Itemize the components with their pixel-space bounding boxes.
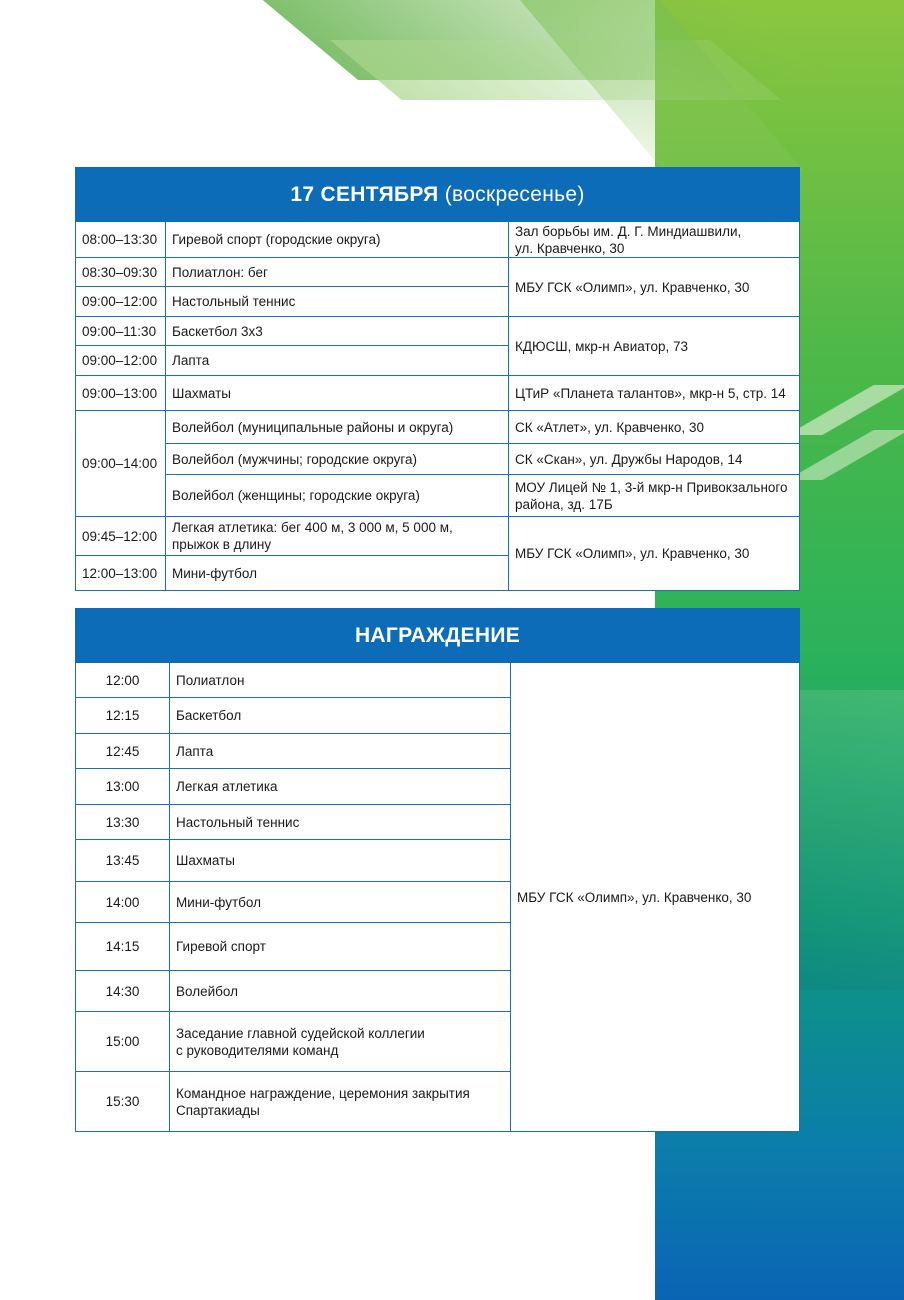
table-row (76, 317, 800, 346)
event-cell: Волейбол (170, 971, 511, 1012)
table-row (76, 663, 800, 698)
awards-table (75, 608, 800, 1132)
time-cell: 09:00–13:00 (76, 376, 166, 411)
event-cell: Волейбол (муниципальные районы и округа) (166, 411, 509, 444)
time-cell: 12:00 (76, 663, 170, 698)
decor-chevron (794, 430, 904, 480)
event-cell: Шахматы (166, 376, 509, 411)
event-cell: Баскетбол 3х3 (166, 317, 509, 346)
event-cell: Легкая атлетика (170, 769, 511, 805)
place-cell: МБУ ГСК «Олимп», ул. Кравченко, 30 (509, 258, 800, 317)
schedule-title (76, 168, 800, 222)
time-cell: 12:15 (76, 698, 170, 734)
event-cell: Волейбол (женщины; городские округа) (166, 475, 509, 517)
time-cell: 09:00–11:30 (76, 317, 166, 346)
time-cell: 13:30 (76, 805, 170, 840)
time-cell: 12:45 (76, 734, 170, 769)
awards-place-cell: МБУ ГСК «Олимп», ул. Кравченко, 30 (511, 663, 800, 1132)
table-row (76, 258, 800, 287)
event-cell: Шахматы (170, 840, 511, 882)
place-cell: Зал борьбы им. Д. Г. Миндиашвили, ул. Кравченко, 30 (509, 222, 800, 258)
event-cell: Гиревой спорт (городские округа) (166, 222, 509, 258)
event-cell: Заседание главной судейской коллегии с руководителями команд (170, 1012, 511, 1072)
table-row (76, 222, 800, 258)
time-cell: 13:45 (76, 840, 170, 882)
event-cell: Волейбол (мужчины; городские округа) (166, 444, 509, 475)
time-cell: 14:00 (76, 882, 170, 923)
place-cell: МБУ ГСК «Олимп», ул. Кравченко, 30 (509, 517, 800, 591)
event-cell: Гиревой спорт (170, 923, 511, 971)
time-cell: 09:00–12:00 (76, 287, 166, 317)
event-cell: Командное награждение, церемония закрытия Спартакиады (170, 1072, 511, 1132)
table-row (76, 376, 800, 411)
event-cell: Полиатлон (170, 663, 511, 698)
place-cell: МОУ Лицей № 1, 3-й мкр-н Привокзального района, зд. 17Б (509, 475, 800, 517)
event-cell: Легкая атлетика: бег 400 м, 3 000 м, 5 000 м, прыжок в длину (166, 517, 509, 556)
event-cell: Лапта (166, 346, 509, 376)
time-cell: 09:45–12:00 (76, 517, 166, 556)
table-row (76, 444, 800, 475)
event-cell: Полиатлон: бег (166, 258, 509, 287)
event-cell: Мини-футбол (166, 556, 509, 591)
time-cell: 12:00–13:00 (76, 556, 166, 591)
table-row (76, 517, 800, 556)
time-cell: 13:00 (76, 769, 170, 805)
time-cell: 14:15 (76, 923, 170, 971)
event-cell: Мини-футбол (170, 882, 511, 923)
time-cell: 08:30–09:30 (76, 258, 166, 287)
time-cell: 14:30 (76, 971, 170, 1012)
time-cell: 15:30 (76, 1072, 170, 1132)
event-cell: Настольный теннис (170, 805, 511, 840)
time-cell: 08:00–13:30 (76, 222, 166, 258)
place-cell: СК «Скан», ул. Дружбы Народов, 14 (509, 444, 800, 475)
time-cell: 09:00–14:00 (76, 411, 166, 517)
decor-chevron (794, 385, 904, 435)
place-cell: КДЮСШ, мкр-н Авиатор, 73 (509, 317, 800, 376)
event-cell: Баскетбол (170, 698, 511, 734)
event-cell: Лапта (170, 734, 511, 769)
schedule-date: 17 СЕНТЯБРЯ (290, 182, 439, 206)
place-cell: СК «Атлет», ул. Кравченко, 30 (509, 411, 800, 444)
decor-facet (800, 690, 904, 990)
schedule-weekday: (воскресенье) (444, 182, 585, 206)
awards-title: НАГРАЖДЕНИЕ (76, 609, 800, 663)
time-cell: 15:00 (76, 1012, 170, 1072)
place-cell: ЦТиР «Планета талантов», мкр-н 5, стр. 14 (509, 376, 800, 411)
time-cell: 09:00–12:00 (76, 346, 166, 376)
table-row (76, 411, 800, 444)
event-cell: Настольный теннис (166, 287, 509, 317)
schedule-table (75, 167, 800, 591)
table-row (76, 475, 800, 517)
